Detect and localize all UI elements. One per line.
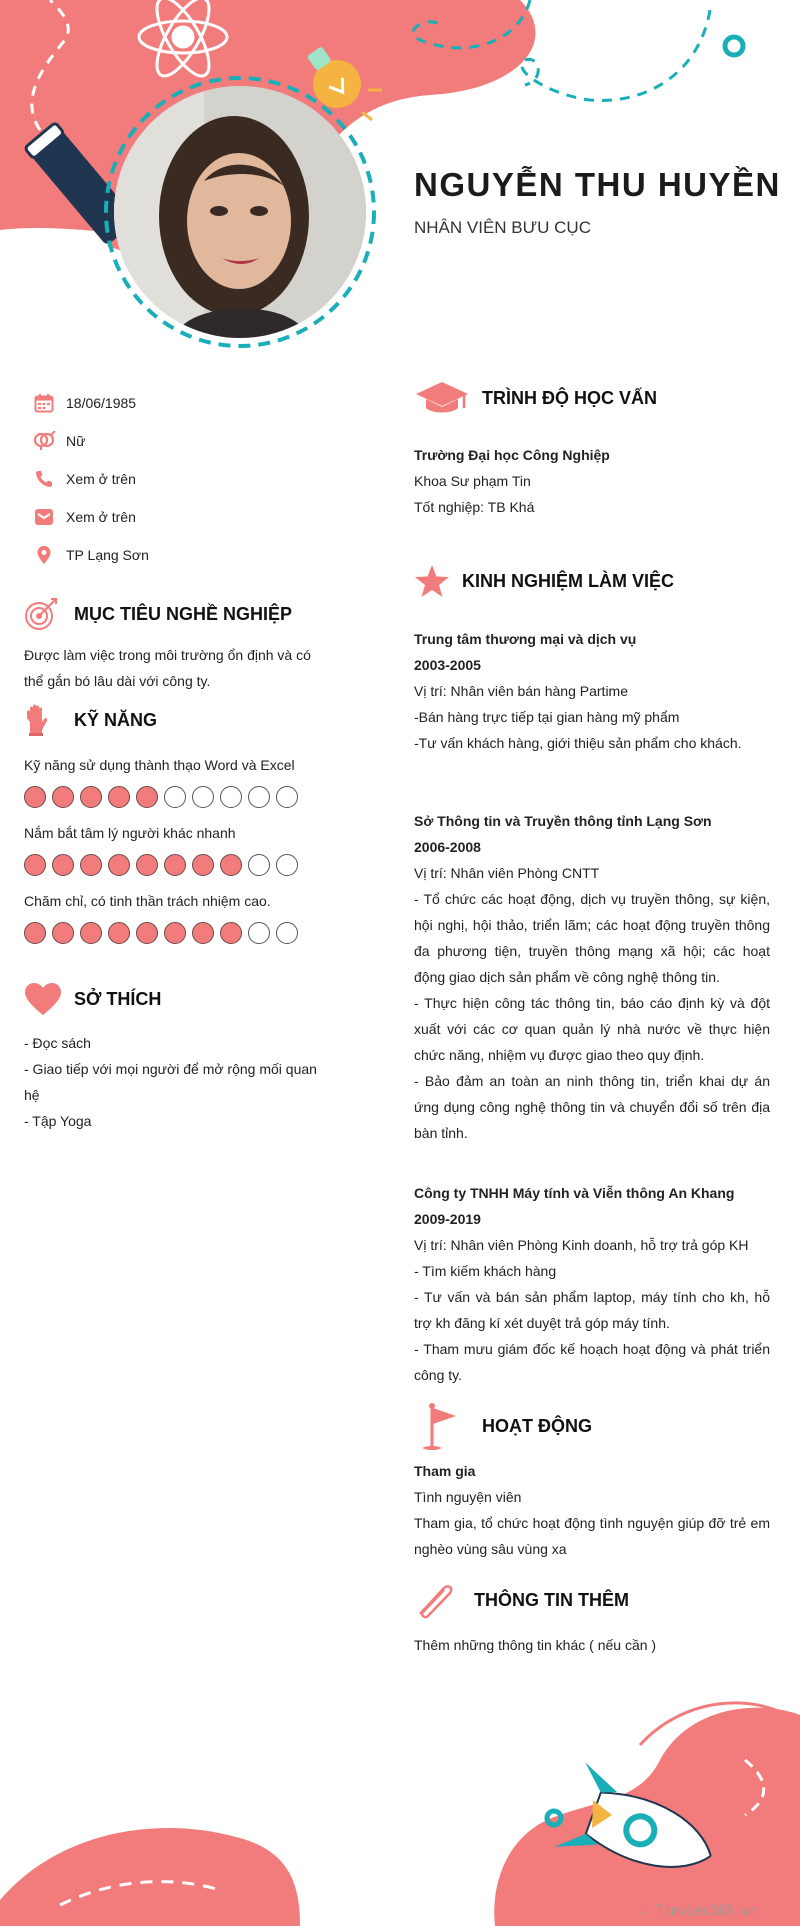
skill-dot	[80, 922, 102, 944]
skill-dot	[192, 854, 214, 876]
skill-dot	[164, 922, 186, 944]
job-line: - Bảo đảm an toàn an ninh thông tin, triển khai dự án ứng dụng công nghệ thông tin và chuyển đổi số trên địa bàn tỉnh.	[414, 1073, 770, 1141]
contact-row	[24, 460, 324, 498]
job-period: 2006-2008	[414, 839, 481, 855]
skill-name: Kỹ năng sử dụng thành thạo Word và Excel	[24, 757, 295, 773]
experience-heading	[414, 564, 674, 598]
skill-dot	[164, 854, 186, 876]
contact-row	[24, 498, 324, 536]
paperclip-icon	[414, 1580, 474, 1620]
job-entry	[414, 808, 770, 1146]
hobbies-heading	[24, 982, 161, 1016]
school-name: Trường Đại học Công Nghiệp	[414, 447, 610, 463]
skill-dot	[24, 786, 46, 808]
skill-rating	[24, 922, 344, 944]
phone: Xem ở trên	[66, 471, 136, 487]
calendar-icon	[24, 393, 64, 413]
extra-heading	[414, 1580, 629, 1620]
phone-icon	[24, 470, 64, 488]
skill-dot	[52, 854, 74, 876]
graduation-cap-icon	[414, 380, 482, 416]
skill-dot	[80, 854, 102, 876]
target-icon	[24, 597, 74, 631]
hand-icon	[24, 704, 74, 736]
skill-dot	[108, 786, 130, 808]
hobbies-text	[24, 1030, 324, 1134]
contact-row	[24, 536, 324, 574]
contact-info	[24, 384, 324, 574]
job-line: -Bán hàng trực tiếp tại gian hàng mỹ phẩm	[414, 709, 680, 725]
objective-title: MỤC TIÊU NGHỀ NGHIỆP	[74, 603, 293, 624]
skill-dot	[276, 786, 298, 808]
education-details	[414, 442, 770, 520]
hobbies-title: SỞ THÍCH	[74, 988, 162, 1009]
skill-dot	[276, 922, 298, 944]
job-line: Vị trí: Nhân viên bán hàng Partime	[414, 683, 629, 699]
job-line: Vị trí: Nhân viên Phòng CNTT	[414, 865, 600, 881]
skill-dot	[220, 786, 242, 808]
skill-dot	[136, 922, 158, 944]
star-icon	[414, 564, 462, 598]
job-line: Vị trí: Nhân viên Phòng Kinh doanh, hỗ trợ trả góp KH	[414, 1237, 749, 1253]
education-heading	[414, 380, 657, 416]
job-line: -Tư vấn khách hàng, giới thiệu sản phẩm cho khách.	[414, 735, 742, 751]
contact-row	[24, 384, 324, 422]
job-period: 2003-2005	[414, 657, 481, 673]
skill-dot	[108, 854, 130, 876]
hobby-item: - Giao tiếp với mọi người để mở rộng mối quan hệ	[24, 1061, 317, 1103]
faculty: Khoa Sư phạm Tin	[414, 473, 531, 489]
job-company: Trung tâm thương mại và dịch vụ	[414, 631, 637, 647]
skill-dot	[136, 786, 158, 808]
skill-dot	[52, 786, 74, 808]
job-entry	[414, 1180, 770, 1388]
activities-details	[414, 1458, 770, 1562]
skill-dot	[220, 922, 242, 944]
skill-dot	[248, 922, 270, 944]
education-title: TRÌNH ĐỘ HỌC VẤN	[482, 387, 657, 408]
profile-photo	[114, 86, 366, 338]
gender: Nữ	[66, 433, 86, 449]
flag-icon	[414, 1402, 482, 1450]
job-entry	[414, 626, 770, 756]
activities-heading	[414, 1402, 592, 1450]
extra-title: THÔNG TIN THÊM	[474, 1589, 629, 1610]
email-icon	[24, 508, 64, 526]
activity-label: Tham gia	[414, 1463, 476, 1479]
objective-text: Được làm việc trong môi trường ổn định và có thể gắn bó lâu dài với công ty.	[24, 647, 311, 689]
skill-dot	[220, 854, 242, 876]
gender-icon	[24, 431, 64, 451]
skills-list	[24, 752, 344, 956]
heart-icon	[24, 982, 74, 1016]
candidate-position: NHÂN VIÊN BƯU CỤC	[414, 218, 591, 237]
skill-dot	[108, 922, 130, 944]
job-line: - Tìm kiếm khách hàng	[414, 1263, 557, 1279]
watermark: ∴ Timviec365.vn	[640, 1904, 758, 1919]
skill-rating	[24, 854, 344, 876]
skill-dot	[276, 854, 298, 876]
activity-role: Tình nguyện viên	[414, 1489, 522, 1505]
activities-title: HOẠT ĐỘNG	[482, 1415, 592, 1436]
skills-title: KỸ NĂNG	[74, 709, 158, 730]
skill-name: Nắm bắt tâm lý người khác nhanh	[24, 825, 236, 841]
address: TP Lạng Sơn	[66, 547, 149, 563]
skill-dot	[248, 786, 270, 808]
hobby-item: - Đọc sách	[24, 1035, 91, 1051]
job-line: - Thực hiện công tác thông tin, báo cáo định kỳ và đột xuất với các cơ quan quản lý nhà nước về thực hiện chức năng, nhiệm vụ được giao theo quy định.	[414, 995, 770, 1063]
skill-dot	[136, 854, 158, 876]
job-line: - Tham mưu giám đốc kế hoạch hoạt động và phát triển công ty.	[414, 1341, 770, 1383]
contact-row	[24, 422, 324, 460]
job-line: - Tổ chức các hoạt động, dịch vụ truyền thông, sự kiện, hội nghị, hội thảo, triển lãm; các hoạt động truyền thông đa phương tiện, truyền thông mạng xã hội; các hoạt động giao dịch sản phẩm về công nghệ thông tin.	[414, 891, 770, 985]
email: Xem ở trên	[66, 509, 136, 525]
skill-dot	[24, 922, 46, 944]
activity-text: Tham gia, tổ chức hoạt động tình nguyện giúp đỡ trẻ em nghèo vùng sâu vùng xa	[414, 1515, 770, 1557]
job-period: 2009-2019	[414, 1211, 481, 1227]
extra-text: Thêm những thông tin khác ( nếu cần )	[414, 1637, 657, 1653]
job-line: - Tư vấn và bán sản phẩm laptop, máy tính cho kh, hỗ trợ kh đăng kí xét duyệt trả góp máy tính.	[414, 1289, 770, 1331]
skill-dot	[80, 786, 102, 808]
skill-dot	[52, 922, 74, 944]
skill-rating	[24, 786, 344, 808]
location-icon	[24, 545, 64, 565]
birthdate: 18/06/1985	[66, 395, 137, 411]
hobby-item: - Tập Yoga	[24, 1113, 92, 1129]
candidate-name: NGUYỄN THU HUYỀN	[414, 166, 781, 203]
job-company: Sở Thông tin và Truyền thông tỉnh Lạng Sơn	[414, 813, 712, 829]
skill-name: Chăm chỉ, có tinh thần trách nhiệm cao.	[24, 893, 271, 909]
skill-dot	[24, 854, 46, 876]
graduation-grade: Tốt nghiệp: TB Khá	[414, 499, 535, 515]
skill-dot	[192, 922, 214, 944]
objective-heading	[24, 597, 292, 631]
skills-heading	[24, 704, 157, 736]
skill-dot	[164, 786, 186, 808]
skill-dot	[248, 854, 270, 876]
experience-title: KINH NGHIỆM LÀM VIỆC	[462, 570, 675, 591]
skill-dot	[192, 786, 214, 808]
job-company: Công ty TNHH Máy tính và Viễn thông An Khang	[414, 1185, 735, 1201]
